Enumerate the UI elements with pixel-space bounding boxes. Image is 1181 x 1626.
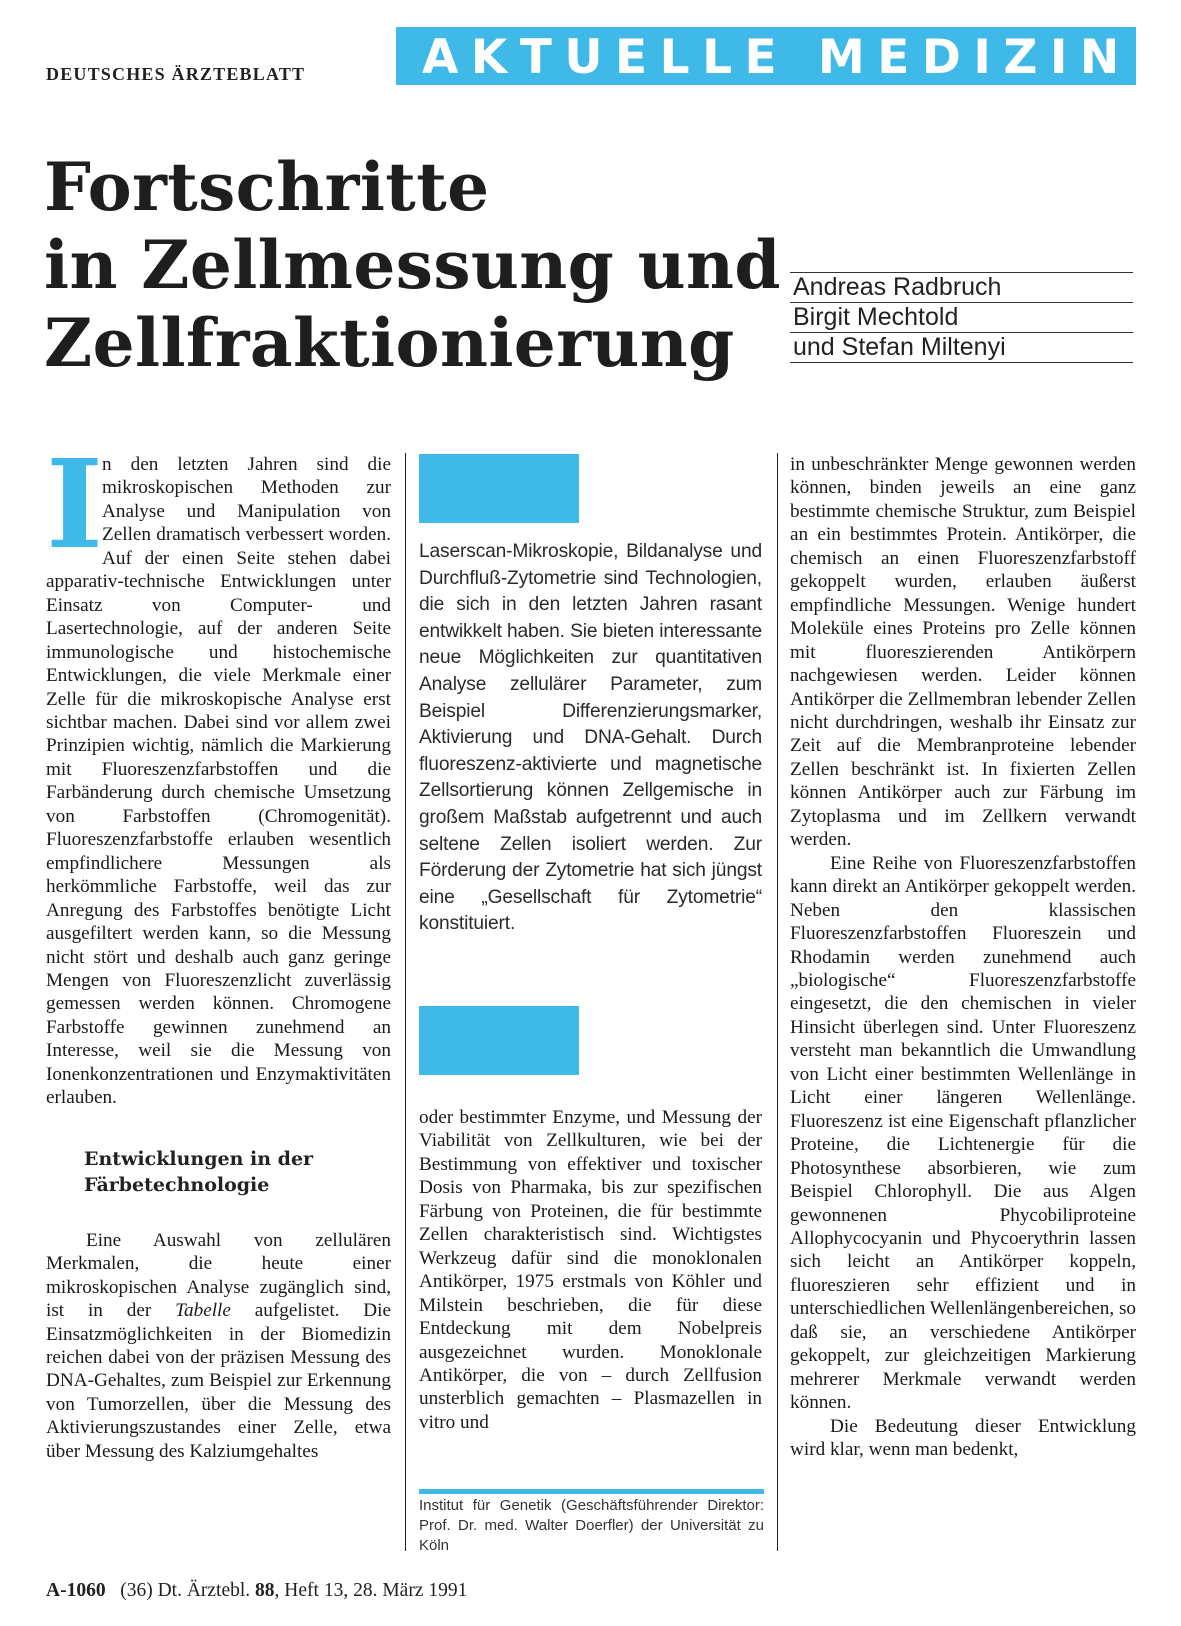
column-divider <box>405 453 406 1551</box>
section-heading: Entwicklungen in der Färbetechnologie <box>84 1147 314 1196</box>
page-number: A-1060 <box>46 1580 106 1601</box>
article-title: Fortschritte in Zellmessung und Zellfraktionierung <box>44 148 781 382</box>
affiliation-note: Institut für Genetik (Geschäftsführender Direktor: Prof. Dr. med. Walter Doerfler) der Universität zu Köln <box>419 1497 764 1554</box>
author-2: Birgit Mechtold <box>790 302 1133 332</box>
column-3 <box>790 453 1136 1461</box>
table-reference: Tabelle <box>175 1300 231 1322</box>
affiliation-bar <box>419 1489 764 1494</box>
section-banner <box>396 27 1136 85</box>
abstract-text: Laserscan-Mikroskopie, Bildanalyse und Durchfluß-Zytometrie sind Technologien, die sich in den letzten Jahren rasant entwikkelt haben. Sie bieten interessante neue Möglichkeiten zur quantitativen Analyse zellulärer Parameter, zum Beispiel Differenzierungsmarker, Aktivierung und DNA-Gehalt. Durch fluoreszenz-aktivierte und magnetische Zellsortierung können Zellgemische in großem Maßstab aufgetrennt und auch seltene Zellen isoliert werden. Zur Förderung der Zytometrie hat sich jüngst eine „Gesellschaft für Zytometrie“ konstituiert. <box>419 541 762 935</box>
drop-cap: I <box>46 432 104 576</box>
body-paragraph: Die Bedeutung dieser Entwicklung wird klar, wenn man bedenkt, <box>790 1415 1136 1461</box>
author-list <box>790 272 1133 363</box>
citation-suffix: , Heft 13, 28. März 1991 <box>274 1580 468 1601</box>
abstract <box>419 539 762 938</box>
intro-text: n den letzten Jahren sind die mikroskopischen Methoden zur Analyse und Manipulation von Zellen dramatisch verbessert worden. Auf der einen Seite stehen dabei apparativ-technische Entwicklungen unter Einsatz von Computer- und Lasertechnologie, auf der anderen Seite immunologische und histochemische Entwicklungen, die viele Merkmale einer Zelle für die mikroskopische Analyse erst sichtbar machen. Dabei sind vor allem zwei Prinzipien wichtig, nämlich die Markierung mit Fluoreszenzfarbstoffen und die Farbänderung durch chemische Umsetzung von Farbstoffen (Chromogenität). Fluoreszenzfarbstoffe erlauben wesentlich empfindlichere Messungen als herkömmliche Farbstoffe, weil das zur Anregung des Farbstoffes benötigte Licht ausgefiltert werden kann, so die Messung nicht stört und deshalb auch ganz geringe Mengen von Fluoreszenzlicht zuverlässig gemessen werden können. Chromogene Farbstoffe gewinnen zunehmend an Interesse, weil sie die Messung von Ionenkonzentrationen und Enzymaktivitäten erlauben. <box>46 454 391 1109</box>
intro-paragraph <box>46 432 391 1110</box>
journal-name: DEUTSCHES ÄRZTEBLATT <box>46 64 306 84</box>
column-divider <box>777 453 778 1551</box>
body-paragraph: in unbeschränkter Menge gewonnen werden können, binden jeweils an eine ganz bestimmte chemische Struktur, zum Beispiel an ein bestimmtes Protein. Antikörper, die chemisch an einen Fluoreszenzfarbstoff gekoppelt wurden, erlauben äußerst empfindliche Messungen. Wenige hundert Moleküle eines Proteins pro Zelle können mit fluoreszierenden Antikörpern nachgewiesen werden. Leider können Antikörper die Zellmembran lebender Zellen nicht durchdringen, weshalb ihr Einsatz zur Zeit auf die Membranproteine lebender Zellen beschränkt ist. In fixierten Zellen können Antikörper auch zur Färbung im Zytoplasma und im Zellkern verwandt werden. <box>790 454 1136 851</box>
page-footer <box>46 1580 467 1602</box>
column-1 <box>46 432 391 1463</box>
abstract-marker-bottom <box>419 1006 579 1075</box>
body-paragraph: oder bestimmter Enzyme, und Messung der Viabilität von Zellkulturen, wie bei der Bestimmung von effektiver und toxischer Dosis von Pharmaka, bis zur spezifischen Färbung von Proteinen, die für bestimmte Zellen charakteristisch sind. Wichtigstes Werkzeug dafür sind die monoklonalen Antikörper, 1975 erstmals von Köhler und Milstein beschrieben, die für diese Entdeckung mit dem Nobelpreis ausgezeichnet wurden. Monoklonale Antikörper, die von – durch Zellfusion unsterblich gemachten – Plasmazellen in vitro und <box>419 1107 762 1433</box>
author-1: Andreas Radbruch <box>790 272 1133 302</box>
body-paragraph: Eine Auswahl von zellulären Merkmalen, die heute einer mikroskopischen Analyse zugänglich sind, ist in der Tabelle aufgelistet. Die Einsatzmöglichkeiten in der Biomedizin reichen dabei von der präzisen Messung des DNA-Gehaltes, zum Beispiel zur Erkennung von Tumorzellen, über die Messung des Aktivierungszustandes einer Zelle, etwa über Messung des Kalziumgehaltes <box>46 1229 391 1462</box>
section-title: AKTUELLE MEDIZIN <box>422 30 1132 85</box>
volume-number: 88 <box>255 1580 275 1601</box>
author-3: und Stefan Miltenyi <box>790 332 1133 363</box>
abstract-marker-top <box>419 454 579 523</box>
citation-prefix: (36) Dt. Ärztebl. <box>120 1580 251 1601</box>
column-2 <box>419 1106 762 1434</box>
body-paragraph: Eine Reihe von Fluoreszenzfarbstoffen kann direkt an Antikörper gekoppelt werden. Neben den klassischen Fluoreszenzfarbstoffen Fluoreszein und Rhodamin werden zunehmend auch „biologische“ Fluoreszenzfarbstoffe eingesetzt, die den chemischen in vieler Hinsicht überlegen sind. Unter Fluoreszenz versteht man bekanntlich die Umwandlung von Licht einer bestimmten Wellenlänge in Licht einer längeren Wellenlänge. Fluoreszenz ist eine Eigenschaft pflanzlicher Proteine, die Lichtenergie für die Photosynthese absorbieren, wie zum Beispiel Chlorophyll. Die aus Algen gewonnenen Phycobiliproteine Allophycocyanin und Phycoerythrin lassen sich leicht an Antikörper koppeln, fluoreszieren sehr effizient und in unterschiedlichen Wellenlängenbereichen, so daß sie, an verschiedene Antikörper gekoppelt, zur gleichzeitigen Markierung mehrerer Merkmale verwandt werden können. <box>790 852 1137 1414</box>
